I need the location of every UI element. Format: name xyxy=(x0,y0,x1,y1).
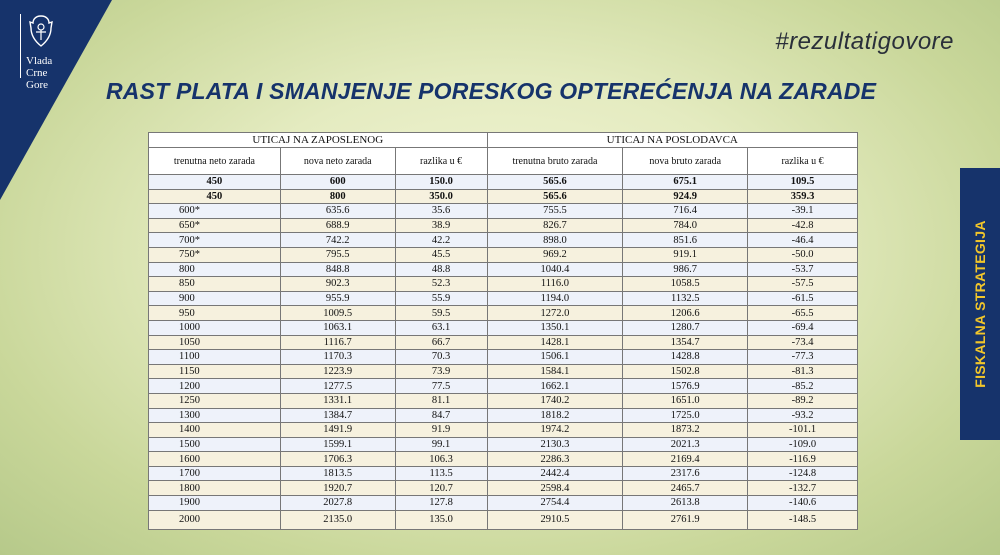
table-cell: 1500 xyxy=(149,437,281,452)
table-cell: 1100 xyxy=(149,350,281,365)
table-cell: 1116.0 xyxy=(487,277,623,292)
table-cell: 1132.5 xyxy=(623,291,748,306)
table-cell: 1331.1 xyxy=(280,393,395,408)
table-cell: 1400 xyxy=(149,423,281,438)
table-row xyxy=(149,233,858,248)
table-cell: 1599.1 xyxy=(280,437,395,452)
table-cell: -124.8 xyxy=(748,466,858,481)
table-cell: 81.1 xyxy=(395,393,487,408)
table-cell: -57.5 xyxy=(748,277,858,292)
table-cell: 1740.2 xyxy=(487,393,623,408)
table-cell: 120.7 xyxy=(395,481,487,496)
table-row xyxy=(149,496,858,511)
page-title: RAST PLATA I SMANJENJE PORESKOG OPTEREĆENJA NA ZARADE xyxy=(106,78,877,104)
table-body xyxy=(149,175,858,530)
table-cell: -46.4 xyxy=(748,233,858,248)
table-cell: 1818.2 xyxy=(487,408,623,423)
table-cell: 99.1 xyxy=(395,437,487,452)
table-cell: 135.0 xyxy=(395,510,487,529)
column-header: razlika u € xyxy=(748,148,858,175)
table-row xyxy=(149,452,858,467)
table-row xyxy=(149,218,858,233)
table-cell: 35.6 xyxy=(395,204,487,219)
table-cell: 2000 xyxy=(149,510,281,529)
table-cell: 350.0 xyxy=(395,189,487,204)
crest-icon xyxy=(26,14,56,48)
table-cell: 688.9 xyxy=(280,218,395,233)
table-cell: 450 xyxy=(149,175,281,190)
table-cell: 1277.5 xyxy=(280,379,395,394)
table-cell: 1873.2 xyxy=(623,423,748,438)
table-row xyxy=(149,379,858,394)
table-cell: 127.8 xyxy=(395,496,487,511)
table-cell: 1502.8 xyxy=(623,364,748,379)
table-cell: 795.5 xyxy=(280,247,395,262)
table-cell: 1584.1 xyxy=(487,364,623,379)
table-row xyxy=(149,247,858,262)
table-cell: 1223.9 xyxy=(280,364,395,379)
table-cell: 52.3 xyxy=(395,277,487,292)
table-row xyxy=(149,189,858,204)
table-cell: -77.3 xyxy=(748,350,858,365)
table-cell: -89.2 xyxy=(748,393,858,408)
table-cell: 48.8 xyxy=(395,262,487,277)
table-cell: 919.1 xyxy=(623,247,748,262)
table-cell: 1813.5 xyxy=(280,466,395,481)
table-cell: 63.1 xyxy=(395,320,487,335)
table-row xyxy=(149,175,858,190)
table-cell: 1063.1 xyxy=(280,320,395,335)
column-header: nova neto zarada xyxy=(280,148,395,175)
group-header-employee: UTICAJ NA ZAPOSLENOG xyxy=(149,133,488,148)
table-cell: 38.9 xyxy=(395,218,487,233)
table-cell: 565.6 xyxy=(487,175,623,190)
table-row xyxy=(149,481,858,496)
table-cell: -53.7 xyxy=(748,262,858,277)
table-cell: 898.0 xyxy=(487,233,623,248)
table-cell: 1272.0 xyxy=(487,306,623,321)
table-cell: 565.6 xyxy=(487,189,623,204)
table-cell: 77.5 xyxy=(395,379,487,394)
table-cell: 2761.9 xyxy=(623,510,748,529)
logo-text-line2: Crne Gore xyxy=(26,67,48,91)
logo-text-line1: Vlada xyxy=(26,55,53,67)
table-cell: 1194.0 xyxy=(487,291,623,306)
table-cell: 600* xyxy=(149,204,281,219)
table-cell: 826.7 xyxy=(487,218,623,233)
government-logo xyxy=(26,14,66,91)
table-cell: -93.2 xyxy=(748,408,858,423)
table-cell: 1651.0 xyxy=(623,393,748,408)
table-cell: 1384.7 xyxy=(280,408,395,423)
table-cell: 59.5 xyxy=(395,306,487,321)
table-cell: 2135.0 xyxy=(280,510,395,529)
table-cell: 1662.1 xyxy=(487,379,623,394)
table-cell: 359.3 xyxy=(748,189,858,204)
table-row xyxy=(149,277,858,292)
table-cell: 742.2 xyxy=(280,233,395,248)
table-cell: -39.1 xyxy=(748,204,858,219)
table-cell: 1706.3 xyxy=(280,452,395,467)
table-cell: 1058.5 xyxy=(623,277,748,292)
table-row xyxy=(149,510,858,529)
table-cell: 2442.4 xyxy=(487,466,623,481)
column-header: trenutna neto zarada xyxy=(149,148,281,175)
table-cell: 1250 xyxy=(149,393,281,408)
table-cell: 1974.2 xyxy=(487,423,623,438)
table-row xyxy=(149,306,858,321)
table-cell: 42.2 xyxy=(395,233,487,248)
table-cell: 73.9 xyxy=(395,364,487,379)
hashtag: #rezultatigovore xyxy=(775,28,954,55)
table-cell: 800 xyxy=(149,262,281,277)
table-cell: 150.0 xyxy=(395,175,487,190)
table-cell: 113.5 xyxy=(395,466,487,481)
column-header: razlika u € xyxy=(395,148,487,175)
table-cell: 924.9 xyxy=(623,189,748,204)
table-cell: -109.0 xyxy=(748,437,858,452)
table-cell: 1206.6 xyxy=(623,306,748,321)
table-cell: 55.9 xyxy=(395,291,487,306)
table-cell: 1900 xyxy=(149,496,281,511)
table-cell: 109.5 xyxy=(748,175,858,190)
table-cell: 900 xyxy=(149,291,281,306)
table-cell: 675.1 xyxy=(623,175,748,190)
table-cell: 2130.3 xyxy=(487,437,623,452)
table-cell: 1150 xyxy=(149,364,281,379)
table-cell: 1350.1 xyxy=(487,320,623,335)
table-cell: 45.5 xyxy=(395,247,487,262)
table-cell: 1280.7 xyxy=(623,320,748,335)
table-cell: -132.7 xyxy=(748,481,858,496)
table-cell: 1600 xyxy=(149,452,281,467)
table-cell: -140.6 xyxy=(748,496,858,511)
salary-table xyxy=(148,132,858,530)
table-cell: 1428.1 xyxy=(487,335,623,350)
table-cell: -69.4 xyxy=(748,320,858,335)
table-row xyxy=(149,364,858,379)
table-cell: 716.4 xyxy=(623,204,748,219)
table-cell: 902.3 xyxy=(280,277,395,292)
table-row xyxy=(149,393,858,408)
table-cell: 650* xyxy=(149,218,281,233)
table-cell: 969.2 xyxy=(487,247,623,262)
table-cell: 986.7 xyxy=(623,262,748,277)
table-cell: 700* xyxy=(149,233,281,248)
table-cell: 600 xyxy=(280,175,395,190)
table-row xyxy=(149,350,858,365)
table-cell: -116.9 xyxy=(748,452,858,467)
table-cell: 1576.9 xyxy=(623,379,748,394)
table-cell: 2286.3 xyxy=(487,452,623,467)
table-cell: -148.5 xyxy=(748,510,858,529)
table-cell: 1170.3 xyxy=(280,350,395,365)
table-cell: 851.6 xyxy=(623,233,748,248)
table-cell: 1920.7 xyxy=(280,481,395,496)
table-cell: 1050 xyxy=(149,335,281,350)
table-cell: 755.5 xyxy=(487,204,623,219)
table-cell: 91.9 xyxy=(395,423,487,438)
group-header-employer: UTICAJ NA POSLODAVCA xyxy=(487,133,857,148)
table-cell: 850 xyxy=(149,277,281,292)
table-cell: 84.7 xyxy=(395,408,487,423)
table-cell: 1000 xyxy=(149,320,281,335)
table-row xyxy=(149,437,858,452)
table-cell: 1506.1 xyxy=(487,350,623,365)
table-cell: 1725.0 xyxy=(623,408,748,423)
column-header: nova bruto zarada xyxy=(623,148,748,175)
table-row xyxy=(149,423,858,438)
table-cell: -61.5 xyxy=(748,291,858,306)
table-cell: -42.8 xyxy=(748,218,858,233)
table-cell: -81.3 xyxy=(748,364,858,379)
table-row xyxy=(149,262,858,277)
table-cell: 450 xyxy=(149,189,281,204)
table-cell: 950 xyxy=(149,306,281,321)
table-cell: 955.9 xyxy=(280,291,395,306)
table-cell: 2910.5 xyxy=(487,510,623,529)
table-cell: 1700 xyxy=(149,466,281,481)
table-cell: 2754.4 xyxy=(487,496,623,511)
table-cell: 1009.5 xyxy=(280,306,395,321)
side-tab xyxy=(960,168,1000,440)
table-cell: 2317.6 xyxy=(623,466,748,481)
table-cell: 635.6 xyxy=(280,204,395,219)
table-cell: 1800 xyxy=(149,481,281,496)
table-cell: -101.1 xyxy=(748,423,858,438)
table-cell: 750* xyxy=(149,247,281,262)
table-row xyxy=(149,320,858,335)
table-row xyxy=(149,408,858,423)
table-cell: 70.3 xyxy=(395,350,487,365)
table-cell: 2465.7 xyxy=(623,481,748,496)
table-cell: 66.7 xyxy=(395,335,487,350)
table-cell: 1354.7 xyxy=(623,335,748,350)
table-cell: 800 xyxy=(280,189,395,204)
table-cell: 848.8 xyxy=(280,262,395,277)
table-cell: 1040.4 xyxy=(487,262,623,277)
table-cell: 1300 xyxy=(149,408,281,423)
table-row xyxy=(149,204,858,219)
table-cell: 1116.7 xyxy=(280,335,395,350)
table-cell: -85.2 xyxy=(748,379,858,394)
column-header: trenutna bruto zarada xyxy=(487,148,623,175)
table-cell: 2169.4 xyxy=(623,452,748,467)
table-cell: 1491.9 xyxy=(280,423,395,438)
table-cell: 106.3 xyxy=(395,452,487,467)
table-cell: 784.0 xyxy=(623,218,748,233)
table-cell: 2613.8 xyxy=(623,496,748,511)
side-tab-label: FISKALNA STRATEGIJA xyxy=(972,220,988,388)
table-row xyxy=(149,335,858,350)
table-row xyxy=(149,291,858,306)
table-row xyxy=(149,466,858,481)
table-cell: 2027.8 xyxy=(280,496,395,511)
table-cell: 1200 xyxy=(149,379,281,394)
table-cell: 2598.4 xyxy=(487,481,623,496)
table-cell: 2021.3 xyxy=(623,437,748,452)
table-cell: -73.4 xyxy=(748,335,858,350)
table-cell: 1428.8 xyxy=(623,350,748,365)
table-cell: -65.5 xyxy=(748,306,858,321)
table-cell: -50.0 xyxy=(748,247,858,262)
